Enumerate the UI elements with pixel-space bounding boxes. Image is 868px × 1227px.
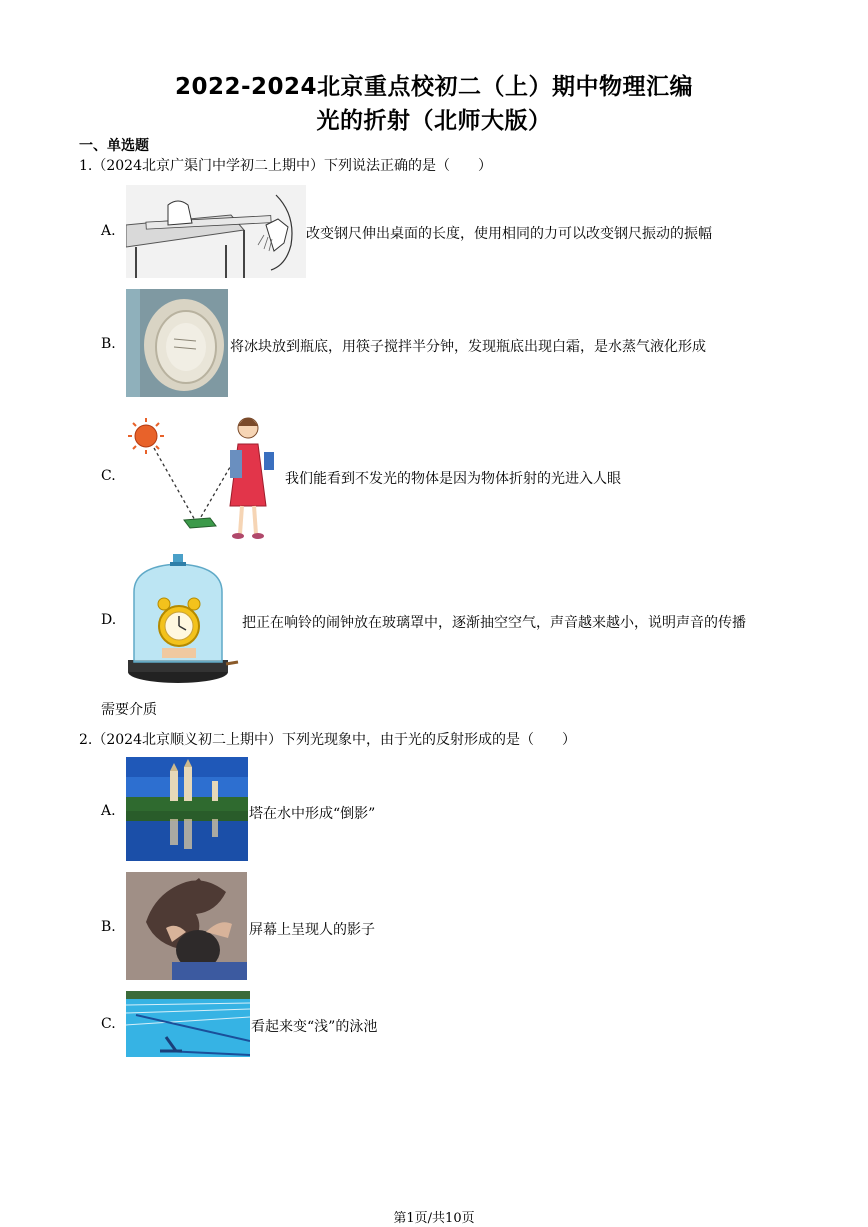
- tower-reflection-photo: [126, 757, 248, 861]
- page-number: 第1页/共10页: [393, 1211, 475, 1226]
- q1-option-b-text: 将冰块放到瓶底，用筷子搅拌半分钟，发现瓶底出现白霜，是水蒸气液化形成: [230, 339, 706, 355]
- section-heading: 一、单选题: [79, 138, 149, 154]
- q2-option-b-figure: [126, 872, 247, 980]
- page-title: 2022-2024北京重点校初二（上）期中物理汇编: [174, 74, 694, 100]
- q1-option-d-figure: [126, 552, 240, 688]
- q2-option-c-figure: [126, 991, 250, 1057]
- q1-option-c-figure: [126, 410, 286, 540]
- frosted-can-photo: [126, 289, 228, 397]
- q2-option-b-text: 屏幕上呈现人的影子: [249, 922, 375, 938]
- q1-option-b-label: B.: [101, 336, 116, 352]
- q1-option-d-text-continued: 需要介质: [101, 702, 157, 718]
- q1-option-d-text: 把正在响铃的闹钟放在玻璃罩中，逐渐抽空空气，声音越来越小，说明声音的传播: [242, 615, 746, 631]
- q1-option-b-figure: [126, 289, 228, 397]
- q2-option-b-label: B.: [101, 919, 116, 935]
- q2-option-a-label: A.: [101, 803, 116, 819]
- q1-option-d-label: D.: [101, 612, 117, 628]
- q1-option-c-label: C.: [101, 468, 116, 484]
- q1-option-a-figure: [126, 185, 306, 278]
- q2-option-a-text: 塔在水中形成“倒影”: [249, 806, 376, 822]
- q1-option-c-text: 我们能看到不发光的物体是因为物体折射的光进入人眼: [285, 471, 621, 487]
- hand-shadow-photo: [126, 872, 247, 980]
- ruler-on-desk-illustration: [126, 185, 306, 278]
- q1-option-a-label: A.: [101, 223, 116, 239]
- q1-option-a-text: 改变钢尺伸出桌面的长度，使用相同的力可以改变钢尺振动的振幅: [306, 226, 712, 242]
- q2-option-c-text: 看起来变“浅”的泳池: [251, 1019, 378, 1035]
- q2-option-c-label: C.: [101, 1016, 116, 1032]
- sun-book-girl-illustration: [126, 410, 286, 540]
- question-1-stem: 1.（2024北京广渠门中学初二上期中）下列说法正确的是（ ）: [79, 158, 492, 174]
- swimming-pool-photo: [126, 991, 250, 1057]
- page-subtitle: 光的折射（北师大版）: [316, 108, 552, 134]
- q2-option-a-figure: [126, 757, 248, 861]
- question-2-stem: 2.（2024北京顺义初二上期中）下列光现象中，由于光的反射形成的是（ ）: [79, 732, 576, 748]
- bell-jar-alarm-clock-illustration: [126, 552, 240, 688]
